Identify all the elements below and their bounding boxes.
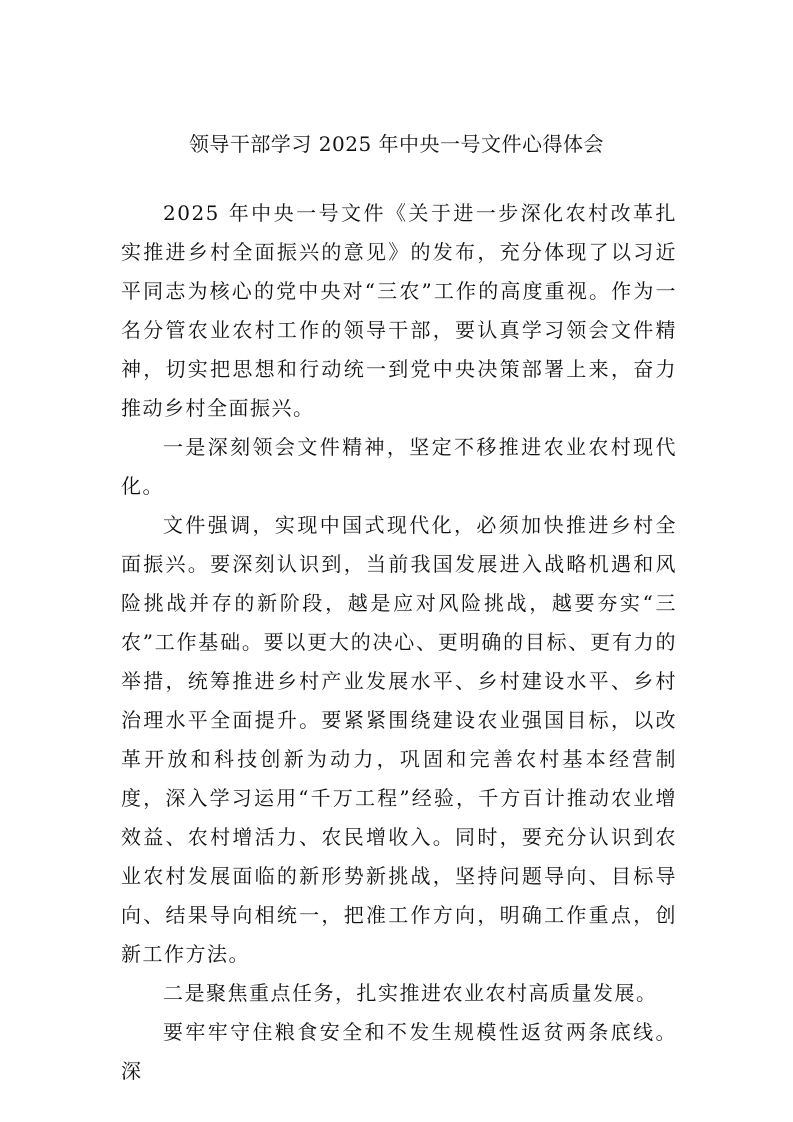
- document-title: 领导干部学习 2025 年中央一号文件心得体会: [188, 132, 605, 156]
- paragraph-section-one: 文件强调，实现中国式现代化，必须加快推进乡村全面振兴。要深刻认识到，当前我国发展进入战略机遇和风险挑战并存的新阶段，越是应对风险挑战，越要夯实“三农”工作基础。要以更大的决心、更明确的目标、更有力的举措，统筹推进乡村产业发展水平、乡村建设水平、乡村治理水平全面提升。要紧紧围绕建设农业强国目标，以改革开放和科技创新为动力，巩固和完善农村基本经营制度，深入学习运用“千万工程”经验，千方百计推动农业增效益、农村增活力、农民增收入。同时，要充分认识到农业农村发展面临的新形势新挑战，坚持问题导向、目标导向、结果导向相统一，把准工作方向，明确工作重点，创新工作方法。: [121, 513, 677, 966]
- paragraph-section-two: 要牢牢守住粮食安全和不发生规模性返贫两条底线。深: [121, 1020, 677, 1083]
- paragraph-intro: 2025 年中央一号文件《关于进一步深化农村改革扎实推进乡村全面振兴的意见》的发布，充分体现了以习近平同志为核心的党中央对“三农”工作的高度重视。作为一名分管农业农村工作的领导干部，要认真学习领会文件精神，切实把思想和行动统一到党中央决策部署上来，奋力推动乡村全面振兴。: [121, 201, 677, 420]
- section-heading-two: 二是聚焦重点任务，扎实推进农业农村高质量发展。: [163, 981, 658, 1005]
- section-heading-one: 一是深刻领会文件精神，坚定不移推进农业农村现代化。: [121, 435, 677, 498]
- document-body: [121, 194, 677, 1091]
